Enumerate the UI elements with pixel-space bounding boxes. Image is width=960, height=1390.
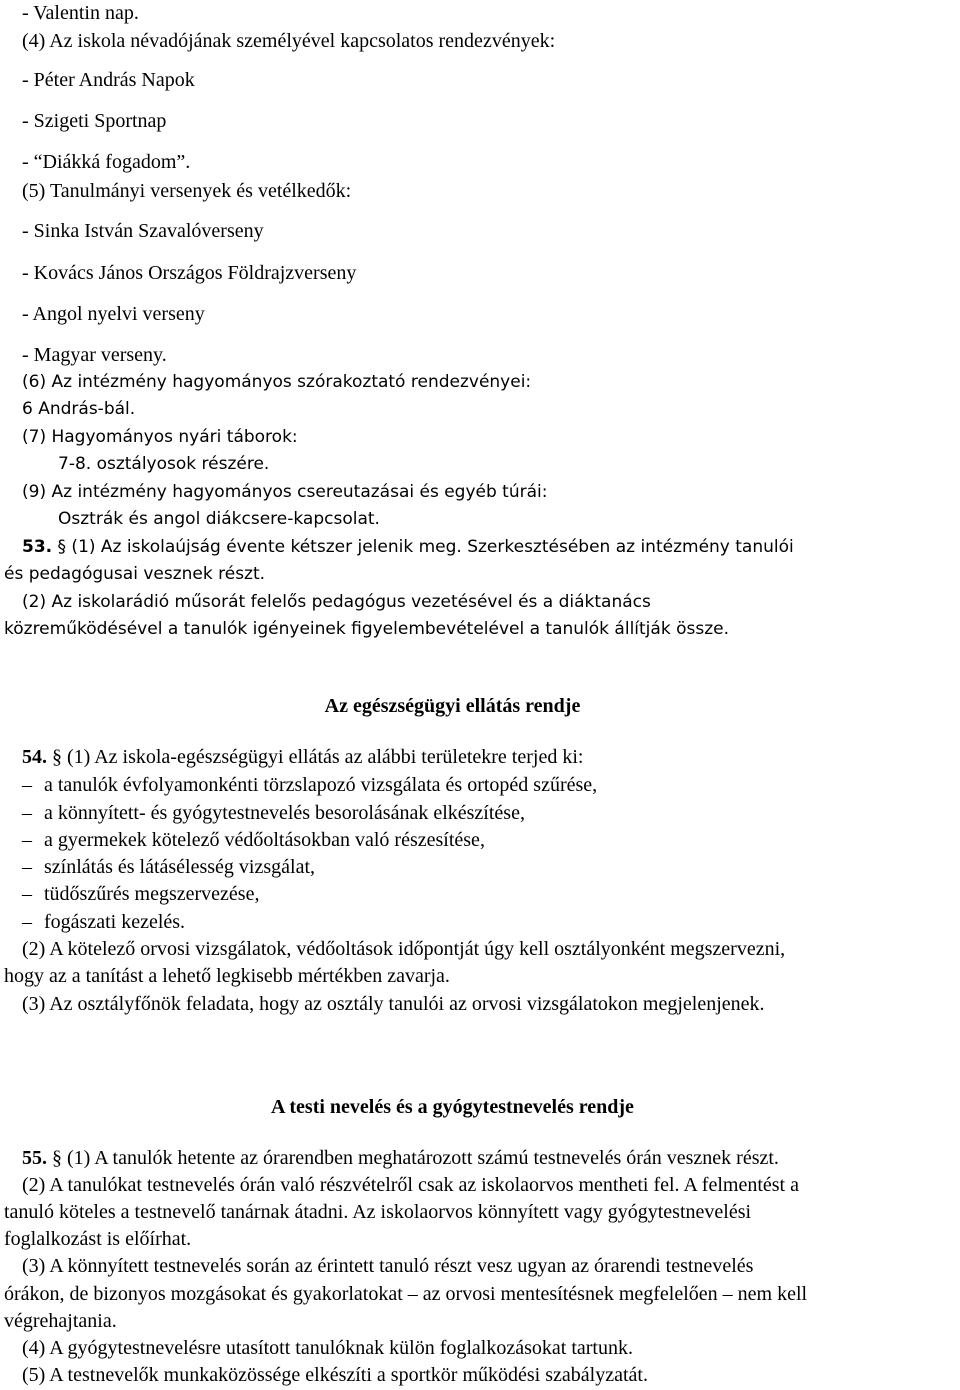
- paragraph: (4) A gyógytestnevelésre utasított tanulóknak külön foglalkozásokat tartunk.: [22, 1337, 633, 1359]
- dash-bullet-icon: –: [22, 802, 32, 824]
- list-item-text: tüdőszűrés megszervezése,: [44, 883, 260, 905]
- section-number: 53.: [22, 537, 53, 557]
- list-item-text: fogászati kezelés.: [44, 911, 186, 933]
- paragraph: (4) Az iskola névadójának személyével kapcsolatos rendezvények:: [22, 30, 556, 52]
- paragraph: (5) A testnevelők munkaközössége elkészíti a sportkör működési szabályzatát.: [22, 1364, 648, 1386]
- section-heading: Az egészségügyi ellátás rendje: [324, 695, 581, 717]
- paragraph: (2) A kötelező orvosi vizsgálatok, védőoltások időpontját úgy kell osztályonként megszervezni,: [22, 938, 786, 960]
- list-item: 6 András-bál.: [22, 399, 136, 419]
- list-item: [22, 803, 525, 823]
- dash-bullet-icon: –: [22, 911, 32, 933]
- list-item-text: színlátás és látásélesség vizsgálat,: [44, 856, 316, 878]
- list-item: [22, 857, 315, 877]
- paragraph: (5) Tanulmányi versenyek és vetélkedők:: [22, 180, 352, 202]
- paragraph-text: § (1) A tanulók hetente az órarendben meghatározott számú testnevelés órán vesznek részt.: [47, 1147, 779, 1169]
- list-item: - Sinka István Szavalóverseny: [22, 220, 264, 242]
- list-item-text: a gyermekek kötelező védőoltásokban való részesítése,: [44, 829, 485, 851]
- dash-bullet-icon: –: [22, 829, 32, 851]
- paragraph: (9) Az intézmény hagyományos csereutazásai és egyéb túrái:: [22, 482, 548, 502]
- list-item: 7-8. osztályosok részére.: [58, 454, 270, 474]
- list-item: - Valentin nap.: [22, 2, 139, 24]
- section-number: 54.: [22, 746, 47, 768]
- dash-bullet-icon: –: [22, 856, 32, 878]
- dash-bullet-icon: –: [22, 883, 32, 905]
- paragraph-text: § (1) Az iskolaújság évente kétszer jelenik meg. Szerkesztésében az intézmény tanulói: [52, 537, 794, 557]
- list-item-text: a tanulók évfolyamonkénti törzslapozó vizsgálata és ortopéd szűrése,: [44, 774, 598, 796]
- section-heading: A testi nevelés és a gyógytestnevelés rendje: [271, 1096, 634, 1118]
- list-item: [22, 775, 597, 795]
- paragraph: (3) A könnyített testnevelés során az érintett tanuló részt vesz ugyan az órarendi testnevelés: [22, 1255, 754, 1277]
- list-item: - “Diákká fogadom”.: [22, 151, 191, 173]
- paragraph: [22, 1148, 779, 1168]
- paragraph: és pedagógusai vesznek részt.: [4, 564, 266, 584]
- paragraph: (3) Az osztályfőnök feladata, hogy az osztály tanulói az orvosi vizsgálatokon megjelenjenek.: [22, 993, 765, 1015]
- section-number: 55.: [22, 1147, 47, 1169]
- dash-bullet-icon: –: [22, 774, 32, 796]
- list-item: [22, 912, 185, 932]
- paragraph: hogy az a tanítást a lehető legkisebb mértékben zavarja.: [4, 965, 450, 987]
- list-item-text: a könnyített- és gyógytestnevelés besorolásának elkészítése,: [44, 802, 525, 824]
- paragraph: végrehajtania.: [4, 1310, 117, 1332]
- list-item: Osztrák és angol diákcsere-kapcsolat.: [58, 509, 380, 529]
- paragraph: foglalkozást is előírhat.: [4, 1228, 192, 1250]
- paragraph: közreműködésével a tanulók igényeinek figyelembevételével a tanulók állítják össze.: [4, 619, 729, 639]
- paragraph: (2) Az iskolarádió műsorát felelős pedagógus vezetésével és a diáktanács: [22, 592, 651, 612]
- list-item: - Péter András Napok: [22, 69, 195, 91]
- paragraph-text: § (1) Az iskola-egészségügyi ellátás az alábbi területekre terjed ki:: [47, 746, 584, 768]
- list-item: - Szigeti Sportnap: [22, 110, 167, 132]
- paragraph: (6) Az intézmény hagyományos szórakoztató rendezvényei:: [22, 372, 532, 392]
- paragraph: [22, 539, 794, 556]
- list-item: - Kovács János Országos Földrajzverseny: [22, 262, 357, 284]
- paragraph: órákon, de bizonyos mozgásokat és gyakorlatokat – az orvosi mentesítésnek megfelelően – nem kell: [4, 1283, 808, 1305]
- paragraph: (2) A tanulókat testnevelés órán való részvételről csak az iskolaorvos mentheti fel. A felmentést a: [22, 1174, 799, 1196]
- paragraph: (7) Hagyományos nyári táborok:: [22, 427, 298, 447]
- paragraph: [22, 747, 583, 767]
- paragraph: tanuló köteles a testnevelő tanárnak átadni. Az iskolaorvos könnyített vagy gyógytestnevelési: [4, 1201, 752, 1223]
- list-item: - Angol nyelvi verseny: [22, 303, 205, 325]
- list-item: [22, 830, 485, 850]
- list-item: [22, 884, 259, 904]
- list-item: - Magyar verseny.: [22, 344, 167, 366]
